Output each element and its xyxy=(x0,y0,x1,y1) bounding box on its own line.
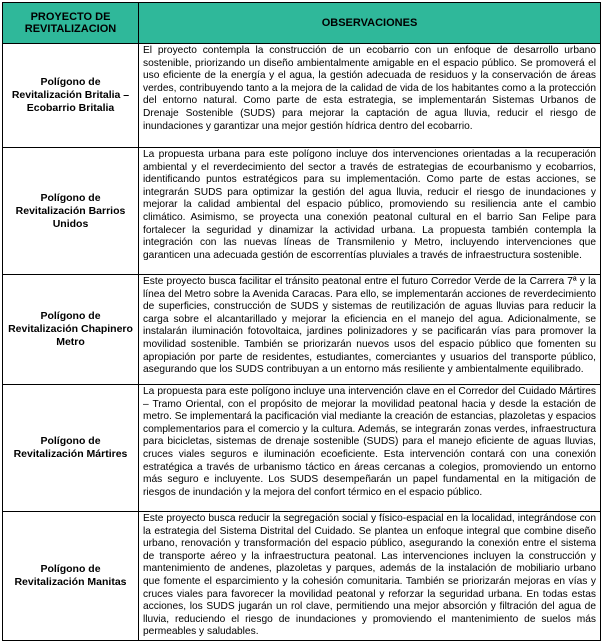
table-row xyxy=(3,512,601,641)
project-name: Polígono de Revitalización Mártires xyxy=(3,385,139,512)
table-row xyxy=(3,275,601,385)
table-row xyxy=(3,148,601,275)
table-header-row xyxy=(3,3,601,44)
project-observations: La propuesta para este polígono incluye una intervención clave en el Corredor del Cuidado Mártires – Tramo Oriental, con el propósito de mejorar la movilidad peatonal hacia y desde la estación de metro. Se implementará la pacificación vial mediante la creación de estancias, plazoletas y espacios complementarios para el comercio y la cultura. Además, se integrarán zonas verdes, infraestructura para bicicletas, sistemas de drenaje sostenible (SUDS) para el manejo eficiente de aguas lluvias, cruces viales seguros e iluminación ecoeficiente. Esta intervención contará con una conexión estratégica a través de urbanismo táctico en áreas cercanas a colegios, promoviendo un entorno más seguro e incluyente. Los SUDS desempeñarán un papel fundamental en la mitigación de riesgos de inundación y la mejora del confort térmico en el espacio público. xyxy=(139,385,601,512)
project-name: Polígono de Revitalización Barrios Unidos xyxy=(3,148,139,275)
project-name: Polígono de Revitalización Chapinero Metro xyxy=(3,275,139,385)
revitalization-projects-table xyxy=(2,2,601,641)
project-observations: La propuesta urbana para este polígono incluye dos intervenciones orientadas a la recuperación ambiental y el reverdecimiento del sector a través de estrategias de ecourbanismo y ecobarrios, identificando puntos estratégicos para su implementación. Como parte de estas acciones, se integrarán SUDS para optimizar la gestión del agua lluvia, reducir el riesgo de inundaciones y mejorar la calidad ambiental del espacio público, promoviendo su resiliencia ante el cambio climático. Asimismo, se proyecta una conexión peatonal cultural en el barrio San Felipe para fortalecer la seguridad y dinamizar la actividad urbana. La propuesta también contempla la integración con las nuevas líneas de Transmilenio y Metro, incluyendo intervenciones que garanticen una adecuada gestión de escorrentías pluviales a través de infraestructura sostenible. xyxy=(139,148,601,275)
project-observations: Este proyecto busca facilitar el tránsito peatonal entre el futuro Corredor Verde de la Carrera 7ª y la línea del Metro sobre la Avenida Caracas. Para ello, se implementarán acciones de reverdecimiento de superficies, construcción de SUDS y sistemas de reutilización de aguas lluvias para reducir la carga sobre el alcantarillado y mejorar la eficiencia en el manejo del agua. Adicionalmente, se instalarán iluminación fotovoltaica, jardines polinizadores y se pacificarán vías para promover la movilidad sostenible. También se priorizarán nuevos usos del espacio público que fomenten su apropiación por parte de residentes, estudiantes, comerciantes y usuarios del transporte público, asegurando que los SUDS contribuyan a un entorno más resiliente y ambientalmente equilibrado. xyxy=(139,275,601,385)
header-project: PROYECTO DE REVITALIZACION xyxy=(3,3,139,44)
project-name: Polígono de Revitalización Britalia – Ecobarrio Britalia xyxy=(3,44,139,148)
header-observations: OBSERVACIONES xyxy=(139,3,601,44)
table-row xyxy=(3,44,601,148)
project-observations: Este proyecto busca reducir la segregación social y físico-espacial en la localidad, integrándose con la estrategia del Sistema Distrital del Cuidado. Se plantea un enfoque integral que combine diseño urbano, renovación y transformación del espacio público, asegurando la conexión entre el sistema de transporte aéreo y la infraestructura peatonal. Las intervenciones incluyen la construcción y mantenimiento de andenes, plazoletas y parques, además de la instalación de mobiliario urbano que fomente el esparcimiento y la cohesión comunitaria. También se priorizarán mejoras en vías y cruces viales para favorecer la movilidad peatonal y reforzar la seguridad urbana. En todas estas acciones, los SUDS jugarán un rol clave, permitiendo una mejor absorción y filtración del agua de lluvia, reduciendo el riesgo de inundaciones y promoviendo el mantenimiento de suelos más permeables y saludables. xyxy=(139,512,601,641)
table-row xyxy=(3,385,601,512)
project-observations: El proyecto contempla la construcción de un ecobarrio con un enfoque de desarrollo urbano sostenible, priorizando un diseño ambientalmente amigable en el espacio público. Se promoverá el uso eficiente de la energía y el agua, la gestión adecuada de residuos y la conservación de áreas verdes, contribuyendo tanto a la mejora de la calidad de vida de los habitantes como a la protección del entorno natural. Como parte de esta estrategia, se implementarán Sistemas Urbanos de Drenaje Sostenible (SUDS) para mejorar la captación de agua lluvia, reducir el riesgo de inundaciones y garantizar una mejor gestión hídrica dentro del ecobarrio. xyxy=(139,44,601,148)
project-name: Polígono de Revitalización Manitas xyxy=(3,512,139,641)
